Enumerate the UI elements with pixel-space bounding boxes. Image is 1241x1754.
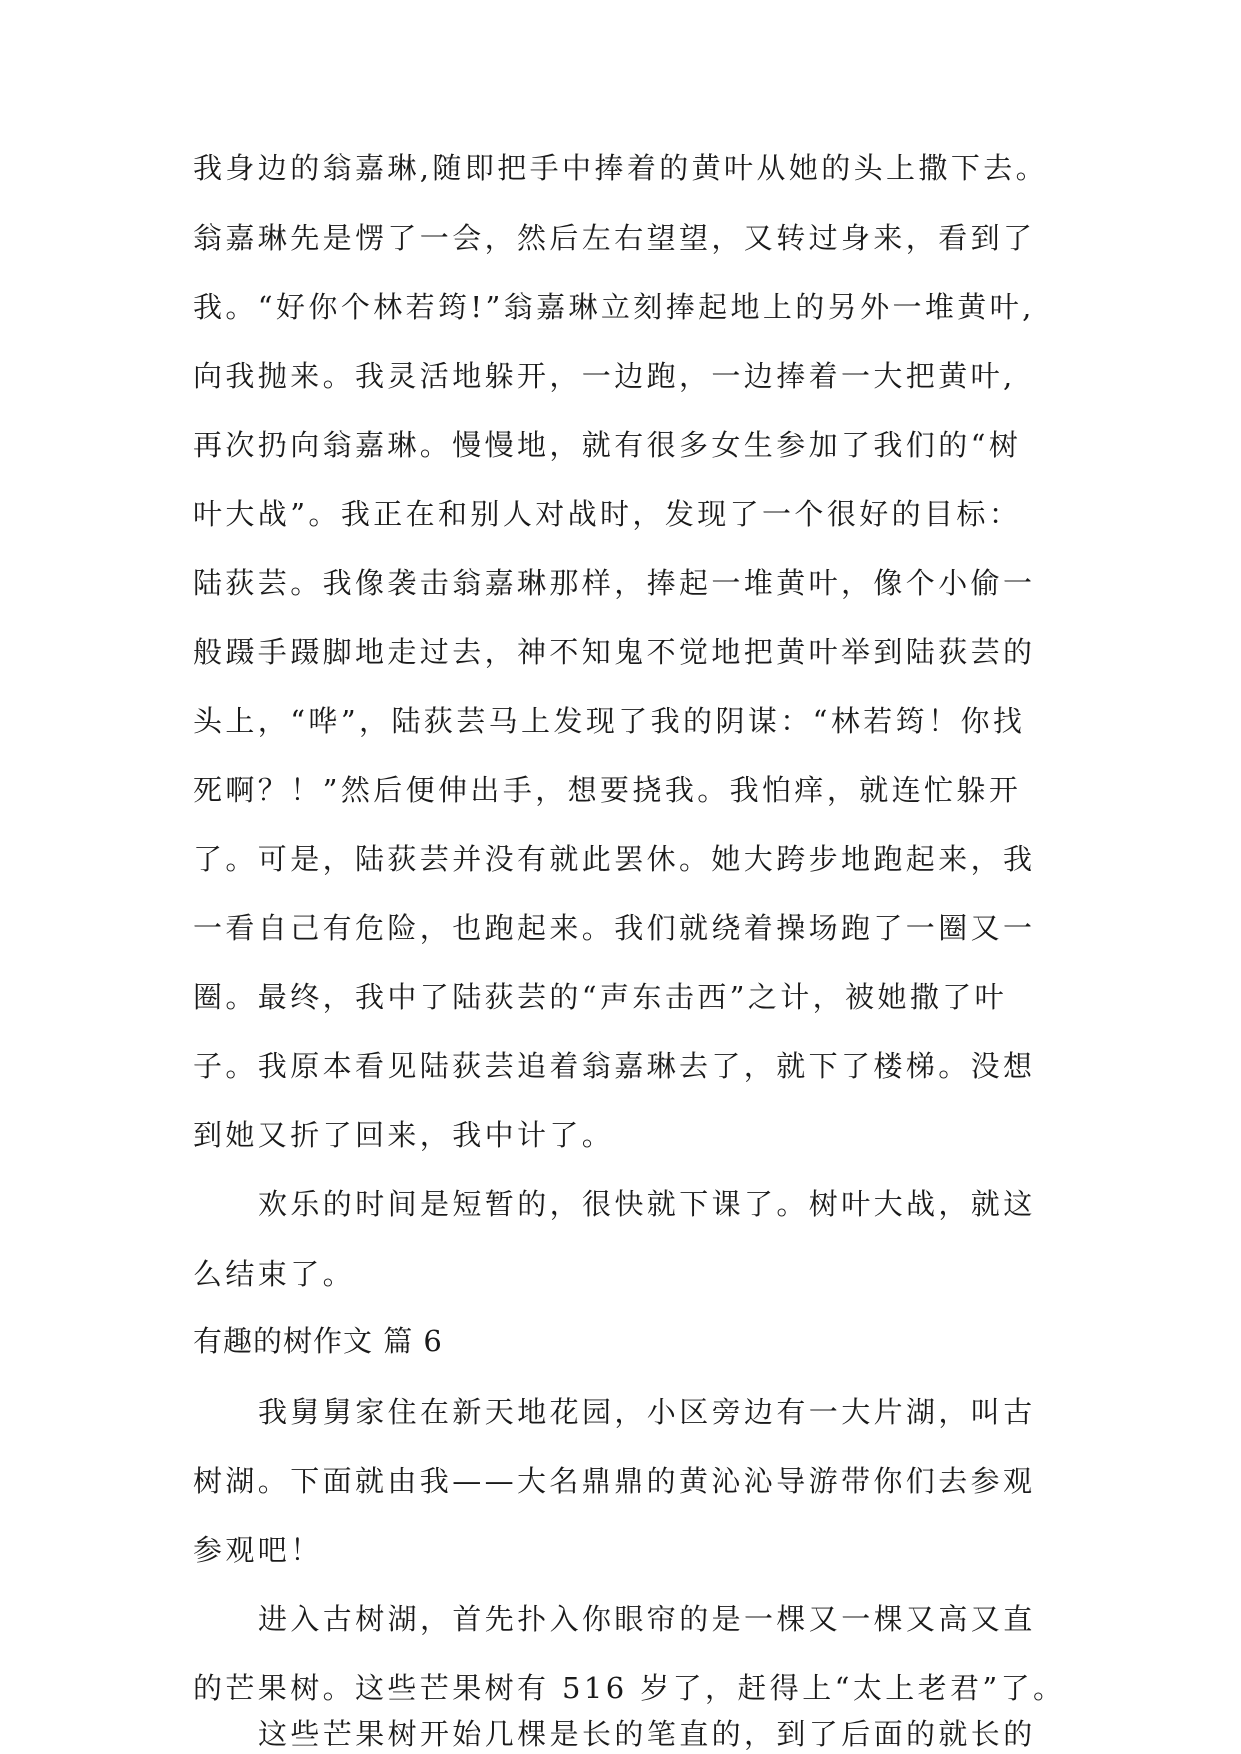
text-line: 再次扔向翁嘉琳。慢慢地，就有很多女生参加了我们的“树 [193,428,1022,462]
paragraph-start-line: 进入古树湖，首先扑入你眼帘的是一棵又一棵又高又直 [258,1602,1036,1636]
text-line: 叶大战”。我正在和别人对战时，发现了一个很好的目标： [193,497,1022,531]
text-line: 向我抛来。我灵活地躲开，一边跑，一边捧着一大把黄叶, [193,359,1016,393]
text-line: 子。我原本看见陆荻芸追着翁嘉琳去了，就下了楼梯。没想 [193,1049,1036,1083]
paragraph-start-line: 欢乐的时间是短暂的，很快就下课了。树叶大战，就这 [258,1187,1036,1221]
text-line: 了。可是，陆荻芸并没有就此罢休。她大跨步地跑起来，我 [193,842,1036,876]
section-heading: 有趣的树作文 篇 6 [193,1324,443,1358]
text-line: 参观吧！ [193,1533,323,1567]
text-line: 般蹑手蹑脚地走过去，神不知鬼不觉地把黄叶举到陆荻芸的 [193,635,1036,669]
paragraph-start-line: 我舅舅家住在新天地花园，小区旁边有一大片湖，叫古 [258,1395,1036,1429]
text-line: 树湖。下面就由我——大名鼎鼎的黄沁沁导游带你们去参观 [193,1464,1036,1498]
text-line: 我。“好你个林若筠!”翁嘉琳立刻捧起地上的另外一堆黄叶, [193,290,1035,324]
text-line: 一看自己有危险，也跑起来。我们就绕着操场跑了一圈又一 [193,911,1036,945]
text-line: 陆荻芸。我像袭击翁嘉琳那样，捧起一堆黄叶，像个小偷一 [193,566,1036,600]
text-line: 我身边的翁嘉琳,随即把手中捧着的黄叶从她的头上撒下去。 [193,151,1049,185]
text-line: 么结束了。 [193,1257,356,1291]
text-line: 死啊？！”然后便伸出手，想要挠我。我怕痒，就连忙躲开 [193,773,1022,807]
text-line: 翁嘉琳先是愣了一会，然后左右望望，又转过身来，看到了 [193,221,1036,255]
text-line: 圈。最终，我中了陆荻芸的“声东击西”之计，被她撒了叶 [193,980,1008,1014]
text-line: 到她又折了回来，我中计了。 [193,1118,615,1152]
text-line: 的芒果树。这些芒果树有 516 岁了，赶得上“太上老君”了。 [193,1671,1066,1705]
text-line: 头上，“哗”，陆荻芸马上发现了我的阴谋：“林若筠！你找 [193,704,1026,738]
paragraph-start-line: 这些芒果树开始几棵是长的笔直的，到了后面的就长的 [258,1717,1036,1751]
